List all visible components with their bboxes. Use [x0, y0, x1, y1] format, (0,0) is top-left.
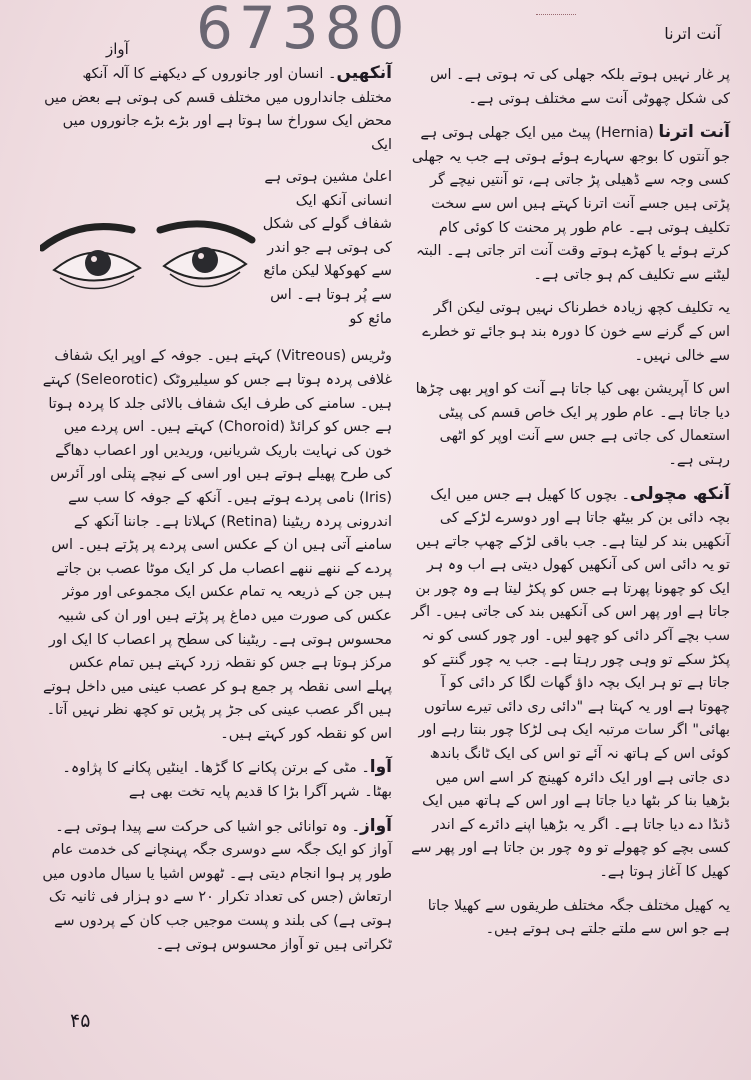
running-header-right: آنت اترنا: [664, 24, 721, 43]
entry-heading-game: آنکھ مچولی: [630, 483, 730, 504]
entry-heading-awaz: آواز: [359, 815, 392, 836]
game-paragraph-2: یہ کھیل مختلف جگہ مختلف طریقوں سے کھیلا جاتا ہے جو اس سے ملتے جلتے ہی ہوتے ہیں۔: [427, 897, 730, 938]
entry-heading-eyes: آنکھیں: [336, 63, 392, 83]
awaz-text: ۔ وہ توانائی جو اشیا کی حرکت سے پیدا ہوتی ہے۔ آواز کو ایک جگہ سے دوسری جگہ پہنچانے کی خدمت عام طور پر ہوا انجام دیتی ہے۔ ٹھوس اشیا یا سیال مادوں میں ارتعاش (جس کی تعداد تکرار ۲۰ سے دو ہزار فی ثانیہ تک ہوتی ہے) کی بلند و پست موجیں جب کان کے پردوں سے ٹکراتی ہیں تو آواز محسوس ہوتی ہے۔: [42, 818, 392, 953]
awaz-paragraph: [40, 815, 392, 958]
game-paragraph: [408, 483, 730, 885]
running-header-left: آواز: [106, 40, 129, 58]
hernia-text-1: (Hernia) پیٹ میں ایک جھلی ہوتی ہے جو آنتوں کا بوجھ سہارے ہوئے ہوتی ہے جب یہ جھلی کسی وجہ سے ڈھیلی پڑ جاتی ہے، تو آنتیں نیچے گر پڑتی ہیں جسے آنت اترنا کہتے ہیں اس سے سخت تکلیف ہوتی ہے۔ عام طور پر محنت کا کوئی کام کرتے ہوئے یا کھڑے ہوتے وقت آنت اتر جاتی ہے۔ البتہ لیٹنے سے تکلیف کم ہو جاتی ہے۔: [411, 125, 730, 283]
game-text: ۔ بچوں کا کھیل ہے جس میں ایک بچہ دائی بن کر بیٹھ جاتا ہے اور دوسرے لڑکے کی آنکھیں بند کر لیتا ہے۔ جب باقی لڑکے چھپ جاتے ہیں تو یہ دائی اس کی آنکھیں کھول دیتی ہے اب وہ ہر ایک کو چھونا پھرتا ہے جس کو پکڑ لیتا ہے وہ چور بن جاتا ہے اور پھر اس کی آنکھیں بند کی جاتی ہیں۔ اگر سب بچے آکر دائی کو چھو لیں۔ اور چور کسی کو نہ پکڑ سکے تو وہی چور رہتا ہے۔ جب یہ چور گنتے کو جاتا ہے تو ہر ایک بچہ داؤ گھات لگا کر دائی کو آ چھوتا ہے اور یہ کہتا ہے "دائی ری دائی تیرے ساتوں بھائی" اگر سات مرتبہ ایک ہی لڑکا چور بنتا رہے اور کوئی اس کے ہاتھ نہ آئے تو اس کی ایک ٹانگ باندھ دی جاتی ہے اور ایک دائرہ کھینچ کر اسے اس میں بڑھیا بنا کر بٹھا دیا جاتا ہے اور اس کے ہاتھ میں ایک ڈنڈا دے دیا جاتا ہے۔ اگر یہ بڑھیا اپنے دائرے کے اندر کسی بچے کو چھولے تو وہ چور بن جاتا ہے اور پھر سے کھیل کا آغاز ہوتا ہے۔: [411, 486, 730, 880]
hernia-paragraph-2: یہ تکلیف کچھ زیادہ خطرناک نہیں ہوتی لیکن اگر اس کے گرنے سے خون کا دورہ بند ہو جائے تو خطرے سے خالی نہیں۔: [422, 300, 730, 364]
accession-number: 67380: [196, 0, 411, 62]
page-number: ۴۵: [70, 1010, 91, 1032]
intro-paragraph: پر غار نہیں ہوتے بلکہ جھلی کی تہ ہوتی ہے۔ اس کی شکل چھوٹی آنت سے مختلف ہوتی ہے۔: [429, 67, 730, 107]
eyes-illustration: [40, 200, 260, 310]
awa-text: ۔ مٹی کے برتن پکانے کا گڑھا۔ اینٹیں پکانے کا پژاوہ۔ بھٹا۔ شہر آگرا بڑا کا قدیم پایہ تخت بھی ہے: [62, 760, 392, 801]
hernia-paragraph-3: اس کا آپریشن بھی کیا جاتا ہے آنت کو اوپر بھی چڑھا دیا جاتا ہے۔ عام طور پر ایک خاص قسم کی پیٹی استعمال کی جاتی ہے جس سے آنت اوپر کو اٹھی رہتی ہے۔: [415, 381, 730, 468]
hernia-paragraph-1: [408, 121, 730, 287]
entry-heading-hernia: آنت اترنا: [658, 122, 730, 143]
eyes-intro-paragraph: [40, 62, 392, 157]
eyes-side-text: اعلیٰ مشین ہوتی ہے انسانی آنکھ ایک شفاف گولے کی شکل کی ہوتی ہے جو اندر سے کھوکھلا لیکن مائع سے پُر ہوتا ہے۔ اس مائع کو: [262, 169, 392, 327]
eyes-body-paragraph: وٹریس (Vitreous) کہتے ہیں۔ جوفہ کے اوپر ایک شفاف غلافی پردہ ہوتا ہے جس کو سیلیروٹک (Seleorotic) کہتے ہیں۔ سامنے کی طرف ایک شفاف بالائی جلد کا پردہ ہوتا ہے جس کو کرائڈ (Choroid) کہتے ہیں۔ اس پردے میں خون کی نہایت باریک شریانیں، وریدیں اور اعصاب دھاگے کی طرح پھیلے ہوتے ہیں اور اسی کے نیچے پتلی اور آئرس (Iris) نامی پردے ہوتے ہیں۔ آنکھ کے جوفہ کا سب سے اندرونی پردہ ریٹینا (Retina) کہلاتا ہے۔ جاننا آنکھ کے سامنے آتی ہیں ان کے عکس اسی پردے پر پڑتے ہیں۔ اس پردے کے ننھے ننھے اعصاب مل کر ایک موٹا عصب بن جاتے ہیں جن کے ذریعہ یہ تمام عکس ایک مجموعی اور موثر عکس کی صورت میں دماغ پر پڑتے ہیں اور ان کی شبیہ محسوس ہوتی ہے۔ ریٹینا کی سطح پر اعصاب کا ایک اور مرکز ہوتا ہے جس کو نقطہ زرد کہتے ہیں تمام عکس پہلے اسی نقطہ پر جمع ہو کر عصب عینی میں داخل ہوتے ہیں اگر عصب عینی کی جڑ پر پڑیں تو کچھ نظر نہیں آتا۔ اس کو نقطہ کور کہتے ہیں۔: [42, 348, 392, 742]
entry-heading-awa: آوا: [369, 757, 392, 778]
awa-paragraph: [40, 756, 392, 804]
corner-mark: [536, 0, 576, 15]
right-column: [408, 64, 730, 952]
eyes-intro-text: ۔ انسان اور جانوروں کے دیکھنے کا آلہ آنکھ مختلف جانداروں میں مختلف قسم کی ہوتی ہے بعض میں محض ایک سوراخ سا ہوتا ہے اور بڑے بڑے جانوروں میں ایک: [44, 66, 392, 153]
